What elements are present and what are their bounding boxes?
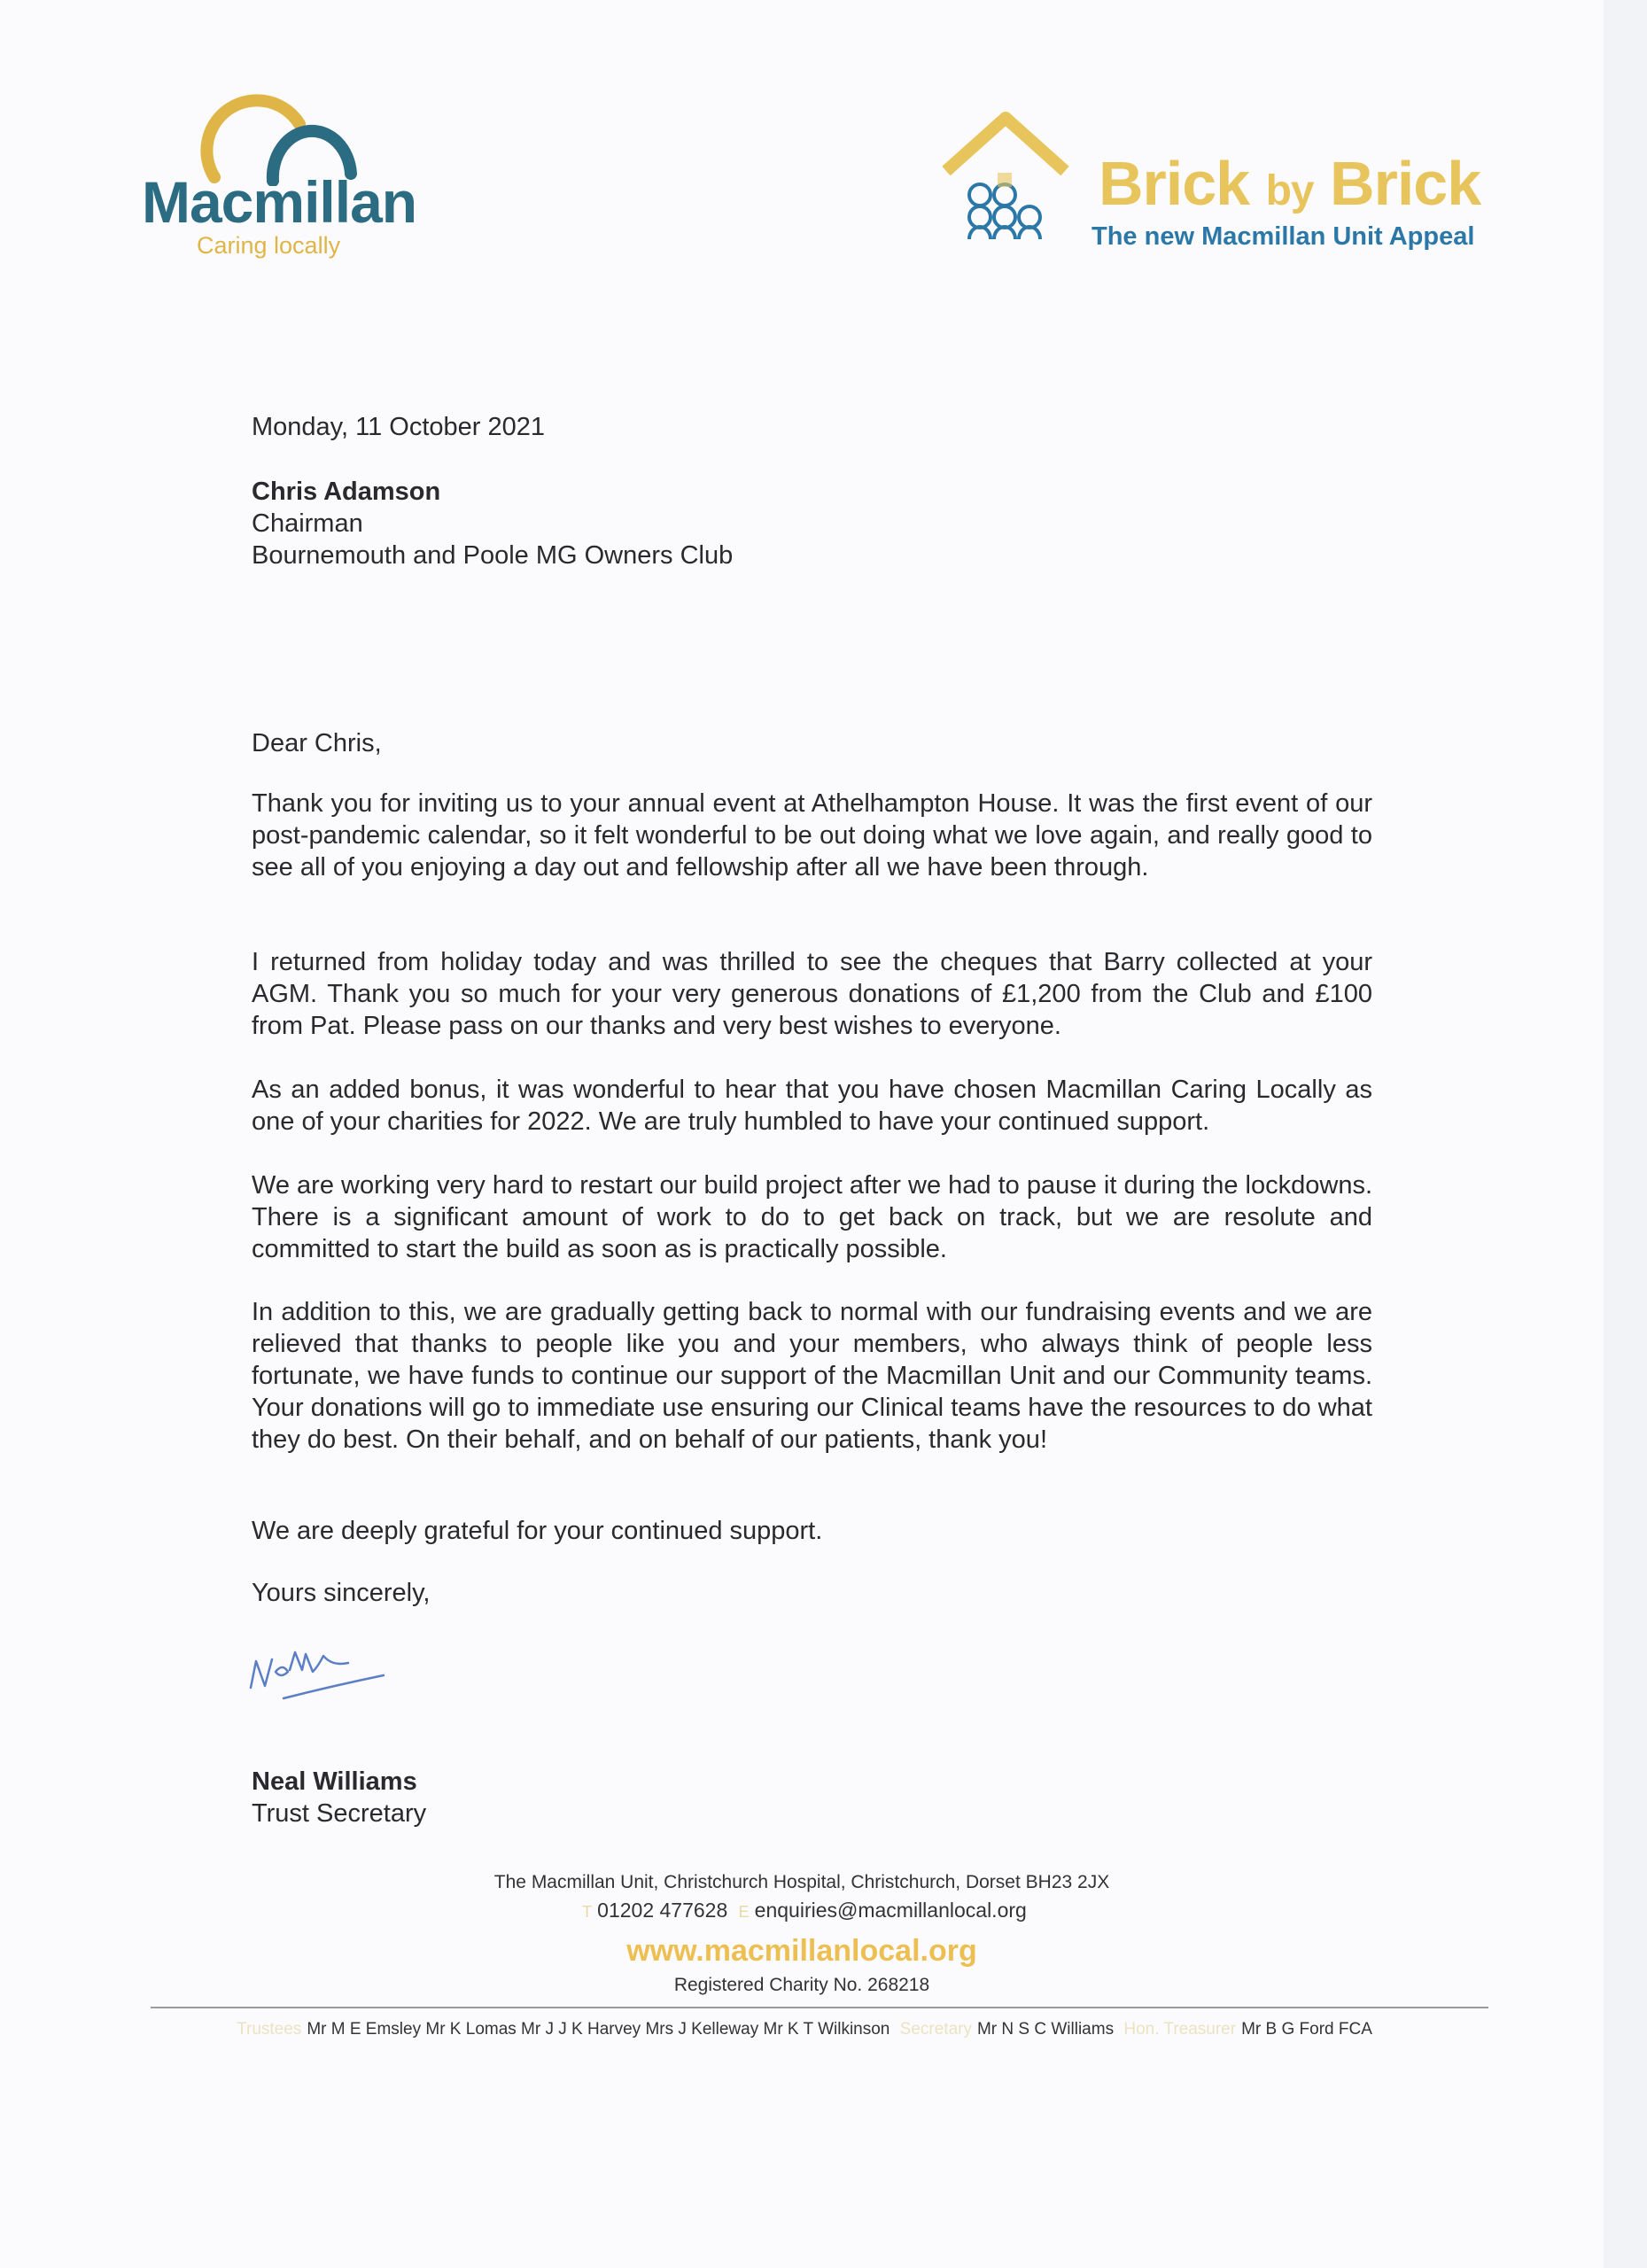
appeal-title: Brick by Brick: [1099, 149, 1481, 218]
salutation: Dear Chris,: [252, 729, 382, 757]
trustees-line: [0, 2020, 1604, 2039]
trustees-label: Trustees: [237, 2020, 302, 2039]
signer-block: [252, 1766, 426, 1829]
email-icon: E: [738, 1903, 750, 1921]
treasurer-name: Mr B G Ford FCA: [1241, 2020, 1372, 2039]
closing: Yours sincerely,: [252, 1579, 431, 1607]
recipient-organisation: Bournemouth and Poole MG Owners Club: [252, 541, 734, 570]
footer-contact: [0, 1896, 1604, 1926]
macmillan-tagline: Caring locally: [197, 232, 341, 259]
footer-phone: 01202 477628: [597, 1899, 728, 1922]
signer-title: Trust Secretary: [252, 1799, 427, 1828]
footer: [0, 1869, 1604, 1999]
phone-icon: T: [582, 1903, 593, 1921]
macmillan-wordmark: Macmillan: [142, 169, 417, 235]
paragraph: Thank you for inviting us to your annual event at Athelhampton House. It was the first event of our post-pandemic calendar, so it felt wonderful to be out doing what we love again, and really good to see all of you enjoying a day out and fellowship after all we have been through.: [252, 789, 1372, 882]
recipient-title: Chairman: [252, 509, 363, 538]
paragraph: As an added bonus, it was wonderful to hear that you have chosen Macmillan Caring Locally as one of your charities for 2022. We are truly humbled to have your continued support.: [252, 1076, 1372, 1136]
secretary-label: Secretary: [899, 2020, 972, 2039]
macmillan-logo: [142, 89, 425, 266]
recipient-name: Chris Adamson: [252, 478, 441, 506]
treasurer-label: Hon. Treasurer: [1123, 2020, 1237, 2039]
trustees-names: Mr M E Emsley Mr K Lomas Mr J J K Harvey Mrs J Kelleway Mr K T Wilkinson: [307, 2020, 890, 2039]
paragraph: We are working very hard to restart our build project after we had to pause it during the lockdowns. There is a significant amount of work to do to get back on track, but we are resolute and committed to start the build as soon as is practically possible.: [252, 1171, 1372, 1263]
paragraph: I returned from holiday today and was thrilled to see the cheques that Barry collected at your AGM. Thank you so much for your very generous donations of £1,200 from the Club and £100 from Pat. Please pass on our thanks and very best wishes to everyone.: [252, 948, 1372, 1040]
secretary-name: Mr N S C Williams: [976, 2020, 1115, 2039]
footer-charity-number: Registered Charity No. 268218: [673, 1975, 930, 1995]
footer-email: enquiries@macmillanlocal.org: [754, 1899, 1027, 1922]
footer-divider: [151, 2007, 1488, 2008]
recipient-block: [252, 476, 733, 571]
signer-name: Neal Williams: [252, 1767, 417, 1796]
letter-date: Monday, 11 October 2021: [252, 413, 546, 441]
footer-address: The Macmillan Unit, Christchurch Hospital, Christchurch, Dorset BH23 2JX: [493, 1872, 1110, 1892]
signature: [244, 1635, 394, 1714]
footer-website[interactable]: www.macmillanlocal.org: [626, 1934, 977, 1968]
appeal-subtitle: The new Macmillan Unit Appeal: [1092, 222, 1475, 251]
brick-by-brick-logo: [939, 111, 1506, 261]
paragraph: In addition to this, we are gradually getting back to normal with our fundraising events and we are relieved that thanks to people like you and your members, who always think of people less fortunate, we have funds to continue our support of the Macmillan Unit and our Community teams. Your donations will go to immediate use ensuring our Clinical teams have the resources to do what they do best. On their behalf, and on behalf of our patients, thank you!: [252, 1298, 1372, 1454]
paragraph: We are deeply grateful for your continued support.: [252, 1517, 823, 1545]
house-icon: [939, 111, 1072, 244]
